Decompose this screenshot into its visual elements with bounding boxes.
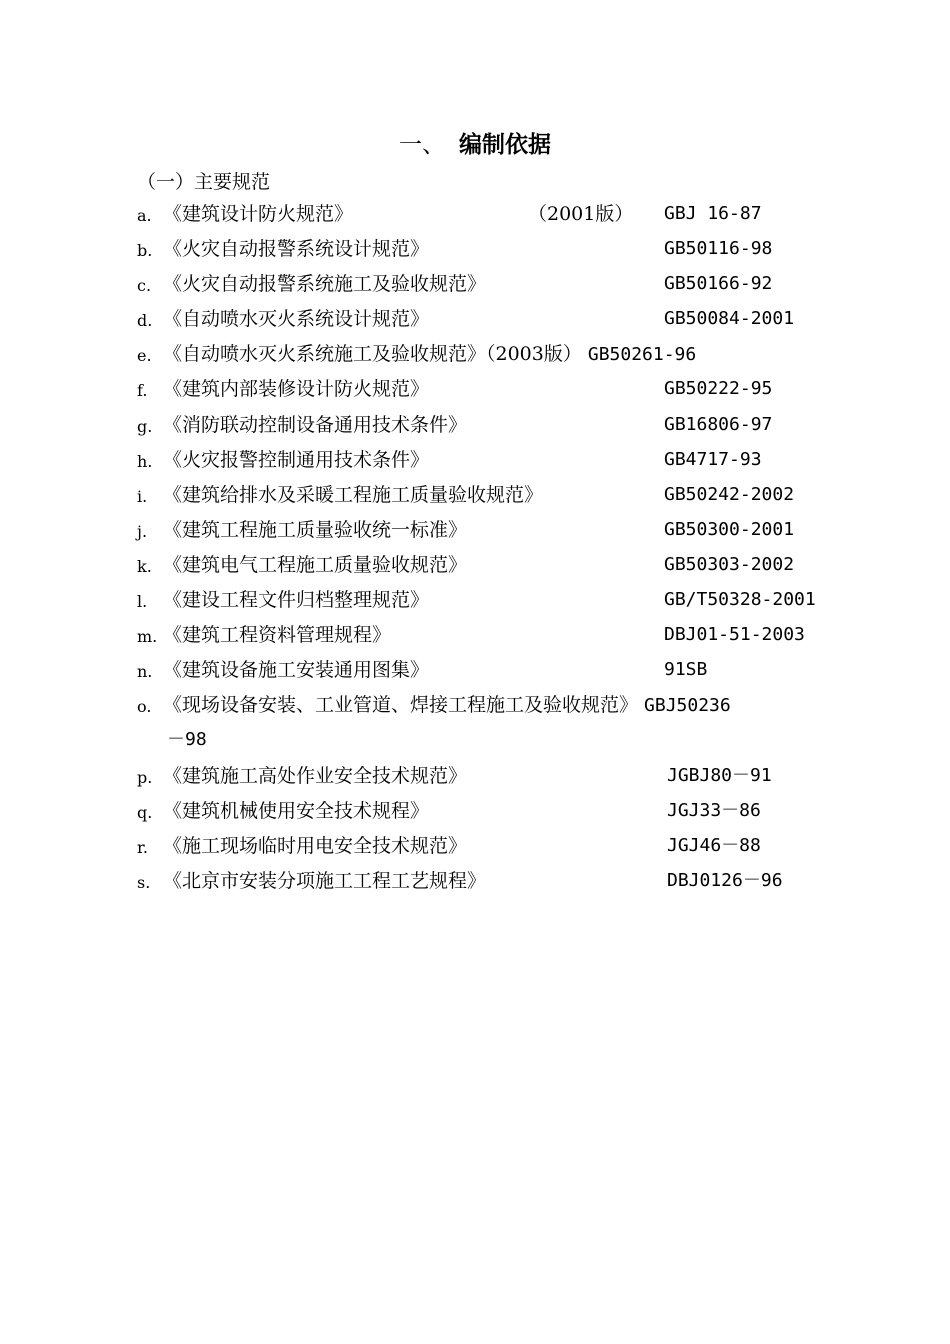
standard-code: JGBJ80－91 (667, 764, 772, 786)
standard-code: GB16806-97 (664, 413, 773, 435)
standard-code: GB50166-92 (664, 273, 773, 295)
list-item (0, 797, 950, 832)
item-letter: k. (137, 556, 152, 576)
item-letter: i. (137, 486, 148, 506)
section-number: 一、 (399, 132, 445, 158)
standard-code: GBJ 16-87 (664, 203, 762, 224)
list-item (0, 200, 950, 235)
item-letter: s. (137, 872, 151, 892)
standard-code: GB50116-98 (664, 238, 773, 260)
list-item (0, 551, 950, 586)
standard-title: 《火灾自动报警系统设计规范》 (163, 238, 430, 261)
standard-code: GB4717-93 (664, 448, 762, 470)
item-letter: j. (137, 521, 148, 541)
item-letter: a. (137, 206, 152, 225)
list-item (0, 235, 950, 270)
standard-title: 《自动喷水灭火系统施工及验收规范》（2003版） (163, 343, 582, 366)
standard-code: GBJ50236 (644, 695, 731, 717)
list-item (0, 586, 950, 621)
list-item (0, 656, 950, 691)
standard-code: GB50300-2001 (664, 518, 795, 540)
standard-code: JGJ46－88 (667, 834, 761, 856)
standard-title: 《建筑机械使用安全技术规程》 (163, 799, 430, 822)
standard-code: GB/T50328-2001 (664, 589, 816, 611)
standard-title: 《建筑给排水及采暖工程施工质量验收规范》 (163, 483, 544, 506)
standard-title: 《建筑电气工程施工质量验收规范》 (163, 553, 468, 576)
standard-code: GB50261-96 (587, 344, 697, 366)
list-item (0, 375, 950, 410)
list-item (0, 832, 950, 867)
standard-code: GB50242-2002 (664, 483, 795, 505)
item-letter: l. (137, 592, 148, 612)
standard-code: 91SB (664, 659, 708, 681)
standard-title: 《建筑工程施工质量验收统一标准》 (163, 518, 468, 541)
standard-title: 《建筑内部装修设计防火规范》 (163, 378, 430, 401)
list-item (0, 481, 950, 516)
list-item (0, 516, 950, 551)
standard-code: GB50303-2002 (664, 553, 795, 575)
item-letter: q. (137, 802, 153, 822)
item-letter: p. (137, 767, 153, 787)
item-letter: e. (137, 346, 152, 366)
list-item (0, 305, 950, 340)
standards-list (0, 200, 950, 902)
standard-code: JGJ33－86 (667, 799, 761, 821)
standard-code: GB50084-2001 (664, 308, 795, 330)
standard-title: 《建筑施工高处作业安全技术规范》 (163, 764, 468, 787)
item-letter: m. (137, 627, 158, 647)
item-letter: c. (137, 276, 152, 296)
standard-title: 《北京市安装分项施工工程工艺规程》 (163, 869, 487, 892)
section-heading (0, 126, 950, 159)
standard-code: GB50222-95 (664, 378, 773, 400)
standard-title: 《施工现场临时用电安全技术规范》 (163, 834, 468, 857)
section-title: 编制依据 (459, 132, 551, 158)
standard-title-with-code (163, 340, 696, 369)
item-letter: f. (137, 381, 148, 401)
item-letter: b. (137, 241, 153, 261)
standard-title: 《建筑工程资料管理规程》 (163, 624, 392, 647)
list-item (0, 762, 950, 797)
standard-code: DBJ0126－96 (667, 869, 783, 891)
list-item (0, 446, 950, 481)
list-item (0, 867, 950, 902)
standard-title: 《建设工程文件归档整理规范》 (163, 589, 430, 612)
standard-title: 《火灾报警控制通用技术条件》 (163, 448, 430, 471)
list-item (0, 270, 950, 305)
item-letter: o. (137, 697, 152, 717)
standard-title: 《现场设备安装、工业管道、焊接工程施工及验收规范》 (163, 694, 639, 717)
standard-title: 《建筑设计防火规范》 (163, 203, 354, 225)
list-item (0, 691, 950, 761)
item-letter: d. (137, 311, 153, 331)
item-letter: n. (137, 662, 153, 682)
standard-title: 《建筑设备施工安装通用图集》 (163, 659, 430, 682)
standard-code: DBJ01-51-2003 (664, 624, 805, 646)
standard-title-with-code (163, 691, 731, 720)
standard-title: 《火灾自动报警系统施工及验收规范》 (163, 273, 487, 296)
standard-title: 《自动喷水灭火系统设计规范》 (163, 308, 430, 331)
subsection-heading: （一）主要规范 (137, 171, 271, 193)
item-letter: g. (137, 416, 153, 436)
standard-code-continued: －98 (167, 729, 207, 751)
item-letter: r. (137, 837, 148, 857)
list-item (0, 340, 950, 375)
list-item (0, 411, 950, 446)
standard-edition: （2001版） (528, 203, 634, 225)
item-letter: h. (137, 451, 153, 471)
standard-title: 《消防联动控制设备通用技术条件》 (163, 413, 468, 436)
list-item (0, 621, 950, 656)
